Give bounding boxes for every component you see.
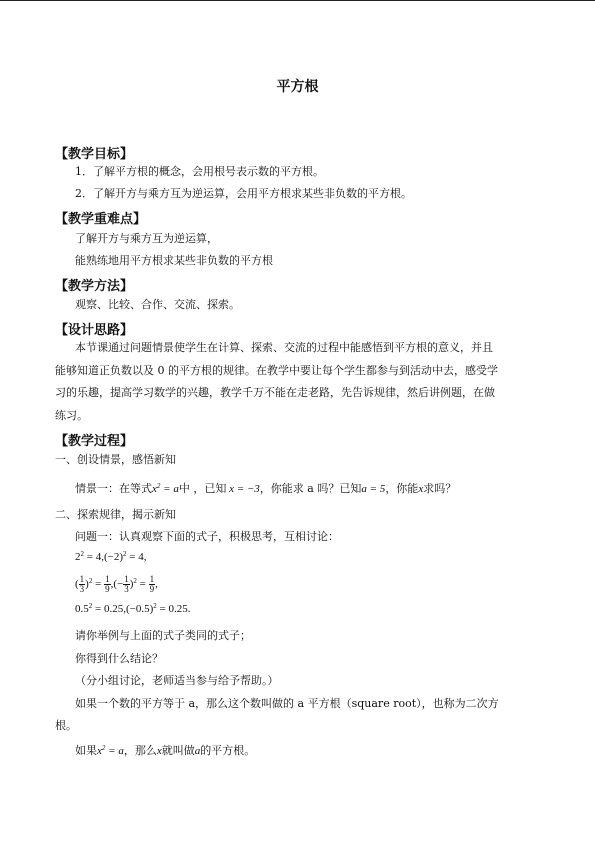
equation-x2-eq-a: $x^2 = a$ xyxy=(152,482,179,495)
scenario-line xyxy=(75,479,456,496)
equation-line-2: ( $\frac{1}{3}$ )$^2$ = $\frac{1}{9}$ ,(− $\frac{1}{3}$ )$^2$ = $\frac{1}{9}$ , xyxy=(75,573,158,594)
prompt-text: 请你举例与上面的式子类同的式子； xyxy=(75,629,251,642)
methods-heading: 【教学方法】 xyxy=(55,279,134,294)
definition2-text: ，那么 xyxy=(123,744,157,757)
design-paragraph-line: 练习。 xyxy=(55,409,88,422)
equation-x2-eq-a: $x^2 = a$ xyxy=(97,744,124,757)
design-paragraph-line: 能够知道正负数以及 0 的平方根的规律。在教学中要让每个学生都参与到活动中去，感受学 xyxy=(55,364,498,377)
top-border-line xyxy=(0,0,595,1)
prompt-text: 你得到什么结论？ xyxy=(75,652,163,665)
page-title: 平方根 xyxy=(276,79,319,95)
scenario-text: ，你能求 a 吗？已知 xyxy=(259,482,362,495)
design-heading: 【设计思路】 xyxy=(55,323,134,338)
goals-heading: 【教学目标】 xyxy=(55,147,134,162)
question1-text: 问题一：认真观察下面的式子，积极思考，互相讨论： xyxy=(75,530,339,543)
definition2-text: 的平方根。 xyxy=(200,744,256,757)
definition2-line xyxy=(75,741,255,758)
variable-x: x xyxy=(156,745,162,757)
variable-a: a xyxy=(194,745,201,757)
process-heading: 【教学过程】 xyxy=(55,434,134,449)
key-point-item: 了解开方与乘方互为逆运算， xyxy=(75,232,218,245)
definition-line: 如果一个数的平方等于 a，那么这个数叫做的 a 平方根（square root），也称为二次方 xyxy=(75,697,499,710)
equation-line-1: $2^2 = 4,(-2)^2 = 4$, xyxy=(75,550,147,563)
goal-item: 1．了解平方根的概念，会用根号表示数的平方根。 xyxy=(75,165,324,178)
part2-title: 二、探索规律，揭示新知 xyxy=(55,508,176,521)
key-point-item: 能熟练地用平方根求某些非负数的平方根 xyxy=(75,254,273,267)
variable-x: x xyxy=(418,483,424,495)
scenario-text: ，你能 xyxy=(385,482,419,495)
equation-a-eq-5: a = 5 xyxy=(361,483,386,495)
scenario-text: 求吗？ xyxy=(423,482,457,495)
definition-line: 根。 xyxy=(55,719,77,732)
scenario-text: 情景一：在等式 xyxy=(75,482,152,495)
goal-item: 2．了解开方与乘方互为逆运算，会用平方根求某些非负数的平方根。 xyxy=(75,187,412,200)
design-paragraph-line: 本节课通过问题情景使学生在计算、探索、交流的过程中能感悟到平方根的意义，并且 xyxy=(75,341,493,354)
definition2-text: 如果 xyxy=(75,744,97,757)
definition2-text: 就叫做 xyxy=(161,744,195,757)
scenario-text: 中 ，已知 xyxy=(178,482,227,495)
equation-x-eq-neg3: x = −3 xyxy=(226,483,260,495)
key-points-heading: 【教学重难点】 xyxy=(55,212,147,227)
equation-line-3: $0.5^2 = 0.25,(-0.5)^2 = 0.25$. xyxy=(75,602,191,615)
methods-text: 观察、比较、合作、交流、探索。 xyxy=(75,298,240,311)
part1-title: 一、创设情景，感悟新知 xyxy=(55,453,176,466)
note-text: （分小组讨论，老师适当参与给予帮助。） xyxy=(75,674,279,687)
design-paragraph-line: 习的乐趣，提高学习数学的兴趣，教学千万不能在走老路，先告诉规律，然后讲例题，在做 xyxy=(55,386,495,399)
